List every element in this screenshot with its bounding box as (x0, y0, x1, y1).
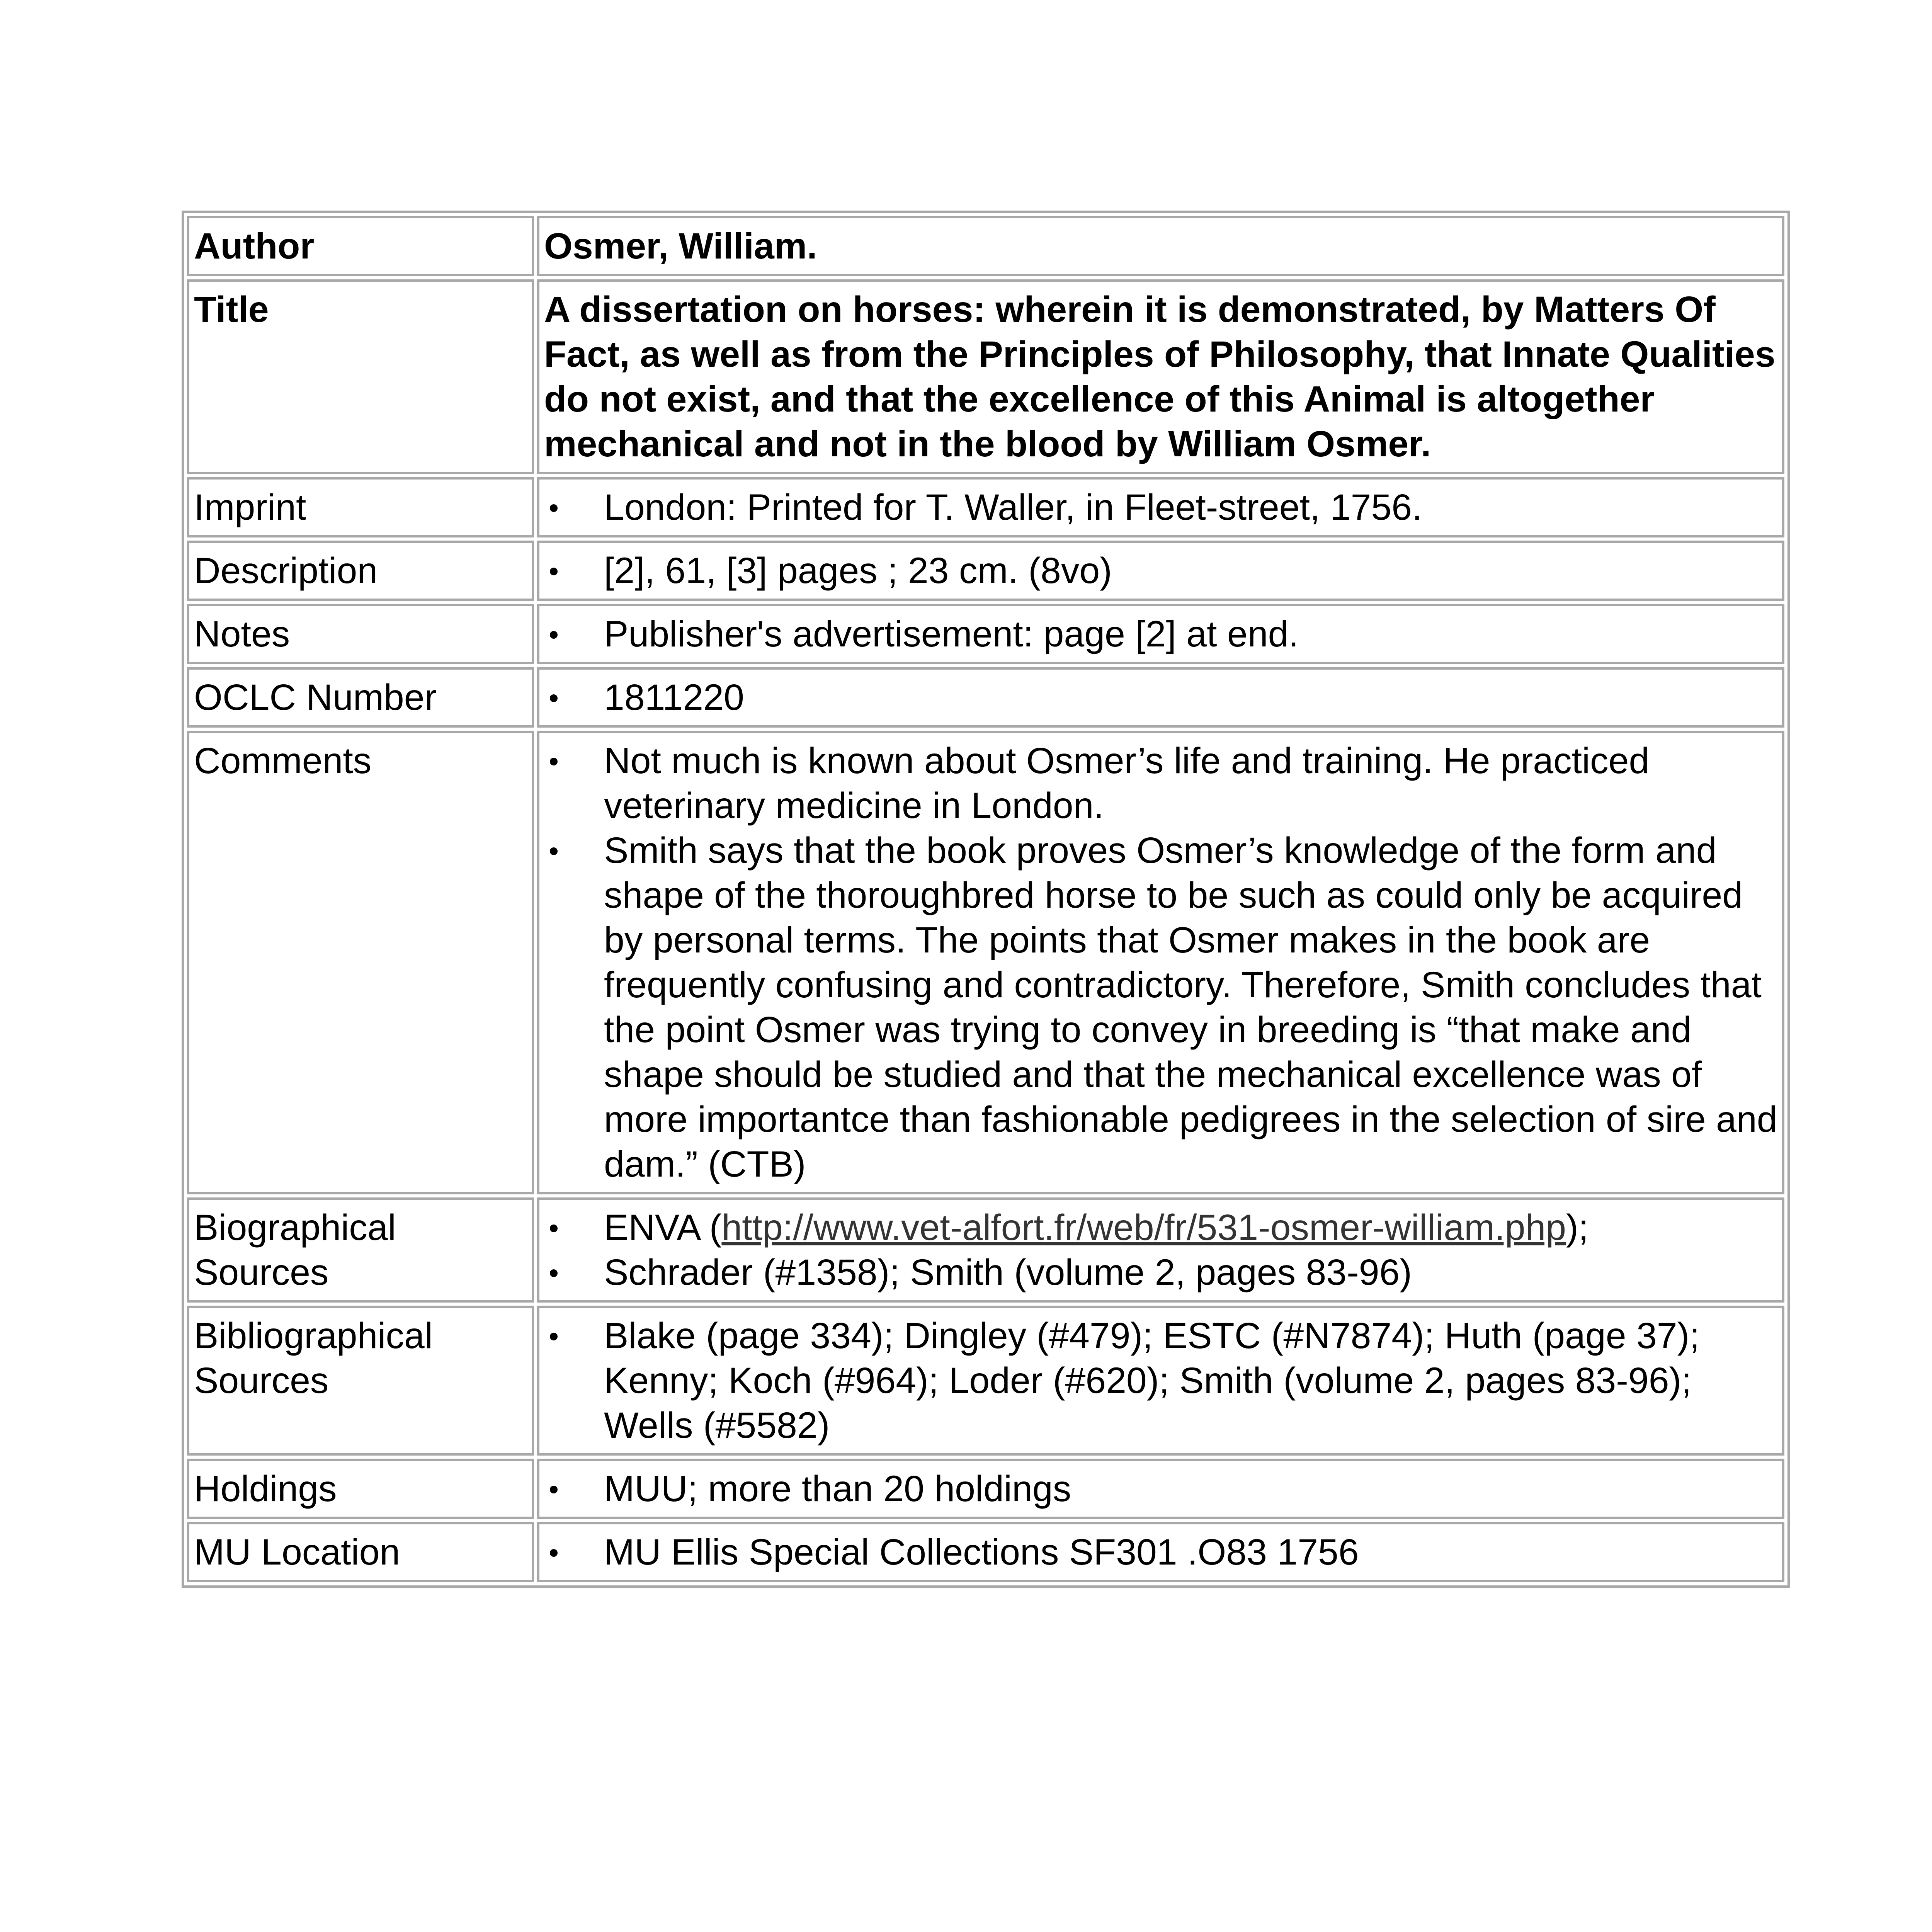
bio-label: Biographical Sources (187, 1197, 534, 1303)
oclc-value-cell (537, 667, 1784, 728)
bio-item-enva (604, 1205, 1777, 1250)
row-oclc (187, 667, 1784, 728)
row-biographical-sources (187, 1197, 1784, 1303)
location-value-cell (537, 1522, 1784, 1582)
row-title (187, 279, 1784, 474)
imprint-value-cell (537, 477, 1784, 537)
row-imprint (187, 477, 1784, 537)
oclc-value: 1811220 (604, 675, 1777, 720)
bio-item: Schrader (#1358); Smith (volume 2, pages 83-96) (604, 1250, 1777, 1295)
holdings-label: Holdings (187, 1459, 534, 1519)
imprint-label: Imprint (187, 477, 534, 537)
biblio-value: Blake (page 334); Dingley (#479); ESTC (#N7874); Huth (page 37); Kenny; Koch (#964); Loder (#620); Smith (volume 2, pages 83-96); Wells (#5582) (604, 1313, 1777, 1448)
row-bibliographical-sources (187, 1306, 1784, 1456)
enva-link[interactable]: http://www.vet-alfort.fr/web/fr/531-osmer-william.php (721, 1207, 1566, 1248)
comments-value-cell (537, 731, 1784, 1194)
holdings-value-cell (537, 1459, 1784, 1519)
row-comments (187, 731, 1784, 1194)
location-value: MU Ellis Special Collections SF301 .O83 1756 (604, 1530, 1777, 1575)
row-author (187, 216, 1784, 276)
notes-label: Notes (187, 604, 534, 664)
title-label: Title (187, 279, 534, 474)
author-label: Author (187, 216, 534, 276)
biblio-label: Bibliographical Sources (187, 1306, 534, 1456)
row-description (187, 541, 1784, 601)
row-mu-location (187, 1522, 1784, 1582)
enva-suffix: ); (1566, 1207, 1589, 1248)
enva-prefix: ENVA ( (604, 1207, 722, 1248)
oclc-label: OCLC Number (187, 667, 534, 728)
comment-item: Not much is known about Osmer’s life and training. He practiced veterinary medicine in London. (604, 738, 1777, 828)
holdings-value: MUU; more than 20 holdings (604, 1466, 1777, 1511)
author-value: Osmer, William. (537, 216, 1784, 276)
description-label: Description (187, 541, 534, 601)
comments-label: Comments (187, 731, 534, 1194)
notes-value: Publisher's advertisement: page [2] at end. (604, 612, 1777, 656)
imprint-value: London: Printed for T. Waller, in Fleet-street, 1756. (604, 485, 1777, 530)
notes-value-cell (537, 604, 1784, 664)
comment-item: Smith says that the book proves Osmer’s knowledge of the form and shape of the thoroughbred horse to be such as could only be acquired by personal terms. The points that Osmer makes in the book are frequently confusing and contradictory. Therefore, Smith concludes that the point Osmer was trying to convey in breeding is “that make and shape should be studied and that the mechanical excellence was of more importantce than fashionable pedigrees in the selection of sire and dam.” (CTB) (604, 828, 1777, 1187)
row-notes (187, 604, 1784, 664)
row-holdings (187, 1459, 1784, 1519)
record-table (182, 211, 1790, 1588)
title-value: A dissertation on horses: wherein it is demonstrated, by Matters Of Fact, as well as from the Principles of Philosophy, that Innate Qualities do not exist, and that the excellence of this Animal is altogether mechanical and not in the blood by William Osmer. (537, 279, 1784, 474)
bio-value-cell (537, 1197, 1784, 1303)
location-label: MU Location (187, 1522, 534, 1582)
description-value: [2], 61, [3] pages ; 23 cm. (8vo) (604, 548, 1777, 593)
biblio-value-cell (537, 1306, 1784, 1456)
description-value-cell (537, 541, 1784, 601)
